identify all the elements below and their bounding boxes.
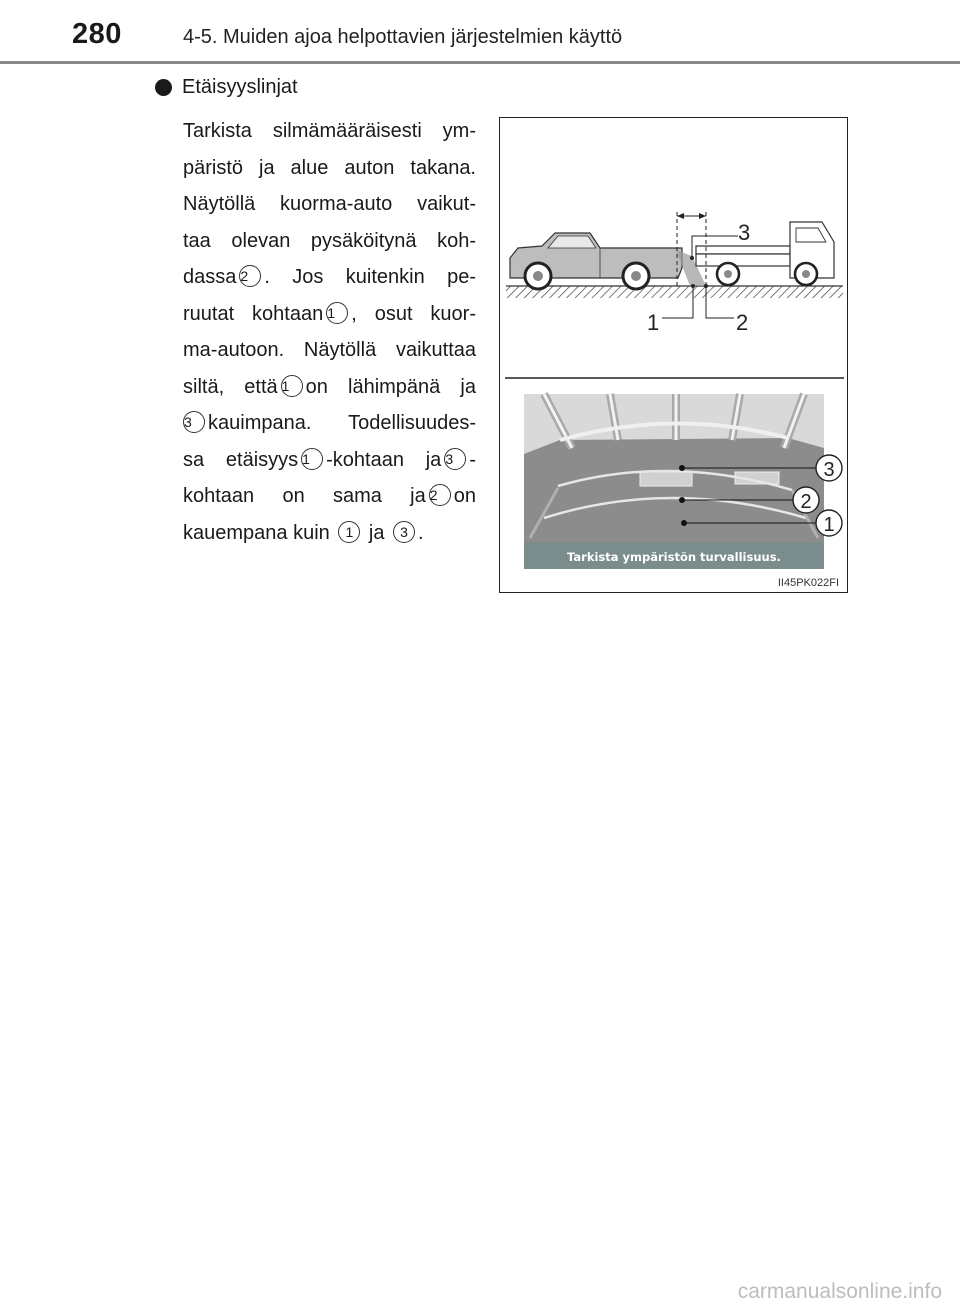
marker-1-icon: 1: [326, 302, 348, 324]
camera-message: Tarkista ympäristön turvallisuus.: [567, 550, 781, 564]
body-text-fragment: -kohtaan ja: [326, 448, 442, 471]
marker-2-icon: 2: [429, 484, 451, 506]
callout-1: 1: [647, 310, 660, 335]
callout-2: 2: [736, 310, 749, 335]
body-paragraph: [183, 113, 476, 551]
body-line: [183, 405, 476, 442]
marker-2-icon: 2: [239, 265, 261, 287]
header-divider: [0, 61, 960, 64]
body-text-fragment: sa etäisyys: [183, 448, 299, 471]
distance-lines-figure: [499, 117, 848, 593]
screen-callout-1: 1: [823, 514, 835, 536]
subheading-text: Etäisyyslinjat: [182, 76, 298, 98]
marker-1-icon: 1: [301, 448, 323, 470]
body-text-fragment: dassa: [183, 266, 237, 288]
pickup-truck: [510, 233, 682, 289]
marker-3-icon: 3: [444, 448, 466, 470]
body-line: [183, 296, 476, 333]
ground-hatching: [506, 286, 843, 298]
flatbed-truck: [696, 222, 834, 285]
marker-3-icon: 3: [393, 521, 415, 543]
body-line: [183, 442, 476, 479]
body-line: [183, 515, 476, 552]
body-text-fragment: ja: [368, 521, 385, 544]
body-text-fragment: . Jos kuitenkin pe-: [264, 266, 476, 288]
body-line: taa olevan pysäköitynä koh-: [183, 229, 476, 252]
camera-view-illustration: [524, 394, 842, 569]
body-line: [183, 369, 476, 406]
body-line: Tarkista silmämääräisesti ym-: [183, 120, 476, 142]
body-text-fragment: kohtaan on sama ja: [183, 485, 426, 507]
marker-1-icon: 1: [281, 375, 303, 397]
body-text-fragment: siltä, että: [183, 375, 278, 398]
side-view-illustration: [506, 212, 843, 335]
watermark: carmanualsonline.info: [737, 1280, 942, 1303]
section-title: 4-5. Muiden ajoa helpottavien järjestelmien käyttö: [183, 26, 623, 48]
body-line: ma-autoon. Näytöllä vaikuttaa: [183, 339, 476, 361]
bullet-icon: [155, 79, 172, 96]
figure-code: II45PK022FI: [777, 577, 839, 589]
marker-1-icon: 1: [338, 521, 360, 543]
screen-callout-3: 3: [823, 459, 835, 481]
body-line: päristö ja alue auton takana.: [183, 156, 476, 179]
body-text-fragment: kauempana kuin: [183, 521, 330, 544]
body-line: Näytöllä kuorma-auto vaikut-: [183, 193, 476, 215]
page-header: [0, 0, 960, 64]
body-text-fragment: .: [418, 521, 424, 544]
marker-3-icon: 3: [183, 411, 205, 433]
figure-illustration: [500, 118, 848, 593]
body-text-fragment: -: [469, 448, 476, 471]
body-text-fragment: on: [453, 485, 476, 507]
callout-3: 3: [738, 220, 751, 245]
body-text-fragment: ruutat kohtaan: [183, 302, 324, 325]
screen-callout-2: 2: [800, 491, 812, 513]
body-text-fragment: kauimpana. Todellisuudes-: [208, 412, 476, 434]
body-line: [183, 259, 476, 296]
body-line: [183, 478, 476, 515]
body-text-fragment: on lähimpänä ja: [305, 375, 476, 398]
page-number: 280: [72, 18, 122, 50]
body-text-fragment: , osut kuor-: [351, 302, 476, 325]
subheading: [155, 76, 298, 99]
